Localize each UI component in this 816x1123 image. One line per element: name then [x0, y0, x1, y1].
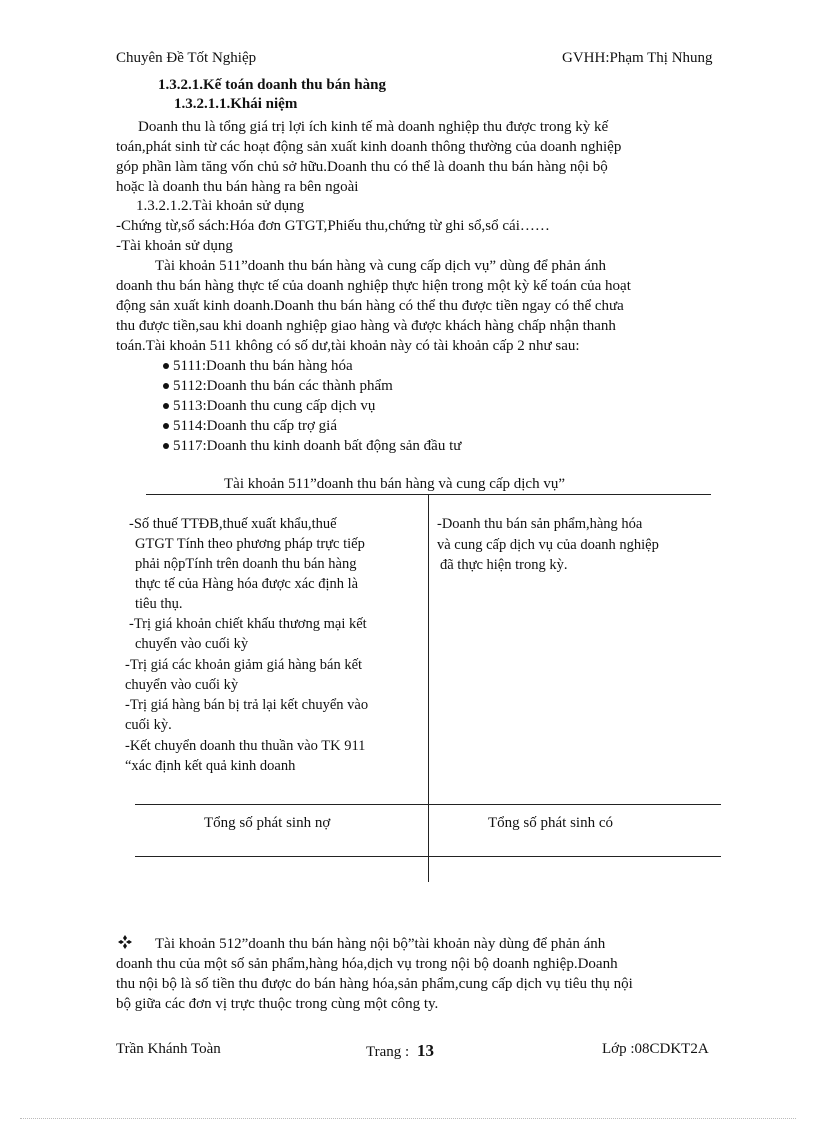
note-line: Tài khoản 512”doanh thu bán hàng nội bộ”tài khoản này dùng để phản ánh [155, 936, 606, 952]
intro-line: hoặc là doanh thu bán hàng ra bên ngoài [116, 179, 359, 195]
list-item: 5113:Doanh thu cung cấp dịch vụ [163, 396, 375, 416]
docs-line: -Chứng từ,sổ sách:Hóa đơn GTGT,Phiếu thu,chứng từ ghi sổ,sổ cái…… [116, 218, 550, 234]
intro-line: toán,phát sinh từ các hoạt động sản xuất kinh doanh thông thường của doanh nghiệp [116, 139, 622, 155]
debit-line: -Trị giá các khoản giảm giá hàng bán kết [125, 657, 363, 673]
credit-line: và cung cấp dịch vụ của doanh nghiệp [437, 537, 659, 553]
note-line: thu nội bộ là số tiền thu được do bán hàng hóa,sản phẩm,cung cấp dịch vụ tiêu thụ nội [116, 976, 633, 992]
credit-line: -Doanh thu bán sản phẩm,hàng hóa [437, 516, 643, 532]
debit-line: thực tế của Hàng hóa được xác định là [135, 576, 359, 592]
t-account-title: Tài khoản 511”doanh thu bán hàng và cung cấp dịch vụ” [224, 476, 566, 492]
debit-line: phải nộpTính trên doanh thu bán hàng [135, 556, 357, 572]
debit-line: -Số thuế TTĐB,thuế xuất khẩu,thuế [129, 516, 337, 532]
debit-line: chuyển vào cuối kỳ [135, 636, 249, 652]
page-bottom-border [20, 1118, 796, 1119]
debit-line: chuyển vào cuối kỳ [125, 677, 239, 693]
totals-bottom-rule [135, 856, 721, 857]
totals-top-rule [135, 804, 721, 805]
footer-page [366, 1041, 434, 1061]
heading-level-1: 1.3.2.1.Kế toán doanh thu bán hàng [158, 77, 386, 93]
header-right: GVHH:Phạm Thị Nhung [562, 50, 713, 66]
account-line: doanh thu bán hàng thực tế của doanh nghiệp thực hiện trong một kỳ kế toán của hoạt [116, 278, 631, 294]
debit-line: tiêu thụ. [135, 596, 183, 612]
intro-line: Doanh thu là tổng giá trị lợi ích kinh tế mà doanh nghiệp thu được trong kỳ kế [138, 119, 609, 135]
list-item: 5114:Doanh thu cấp trợ giá [163, 416, 337, 436]
debit-line: GTGT Tính theo phương pháp trực tiếp [135, 536, 365, 552]
footer-class: Lớp :08CDKT2A [602, 1041, 709, 1057]
total-debit-label: Tổng số phát sinh nợ [204, 815, 331, 831]
bullet-dot-icon [163, 403, 169, 409]
footer-page-label: Trang : [366, 1044, 410, 1060]
debit-line: “xác định kết quả kinh doanh [125, 758, 296, 774]
footer-page-number: 13 [416, 1041, 434, 1060]
account-line: toán.Tài khoản 511 không có số dư,tài khoản này có tài khoản cấp 2 như sau: [116, 338, 580, 354]
footer-author: Trần Khánh Toàn [116, 1041, 221, 1057]
debit-line: -Trị giá hàng bán bị trả lại kết chuyển vào [125, 697, 369, 713]
bullet-dot-icon [163, 423, 169, 429]
header-left: Chuyên Đề Tốt Nghiệp [116, 50, 257, 66]
list-item: 5111:Doanh thu bán hàng hóa [163, 356, 353, 376]
account-line: động sản xuất kinh doanh.Doanh thu bán hàng có thể thu được tiền ngay có thể chưa [116, 298, 624, 314]
credit-line: đã thực hiện trong kỳ. [440, 557, 568, 573]
list-item: 5112:Doanh thu bán các thành phẩm [163, 376, 393, 396]
account-label: -Tài khoản sử dụng [116, 238, 233, 254]
total-credit-label: Tổng số phát sinh có [488, 815, 613, 831]
note-line: doanh thu của một số sản phẩm,hàng hóa,dịch vụ trong nội bộ doanh nghiệp.Doanh [116, 956, 618, 972]
heading-level-2: 1.3.2.1.1.Khái niệm [174, 96, 298, 112]
account-line: Tài khoản 511”doanh thu bán hàng và cung cấp dịch vụ” dùng để phản ánh [155, 258, 606, 274]
intro-line: góp phần làm tăng vốn chủ sở hữu.Doanh thu có thể là doanh thu bán hàng nội bộ [116, 159, 608, 175]
list-item: 5117:Doanh thu kinh doanh bất động sản đầu tư [163, 436, 461, 456]
note-line: bộ giữa các đơn vị trực thuộc trong cùng một công ty. [116, 996, 439, 1012]
debit-line: -Trị giá khoản chiết khấu thương mại kết [129, 616, 367, 632]
debit-line: cuối kỳ. [125, 717, 172, 733]
debit-line: -Kết chuyển doanh thu thuần vào TK 911 [125, 738, 366, 754]
bullet-dot-icon [163, 363, 169, 369]
bullet-dot-icon [163, 443, 169, 449]
bullet-dot-icon [163, 383, 169, 389]
section-title: 1.3.2.1.2.Tài khoản sử dụng [136, 198, 305, 214]
account-line: thu được tiền,sau khi doanh nghiệp giao hàng và được khách hàng chấp nhận thanh [116, 318, 616, 334]
diamond-cluster-icon [117, 934, 133, 950]
t-account-center-rule [428, 494, 429, 882]
